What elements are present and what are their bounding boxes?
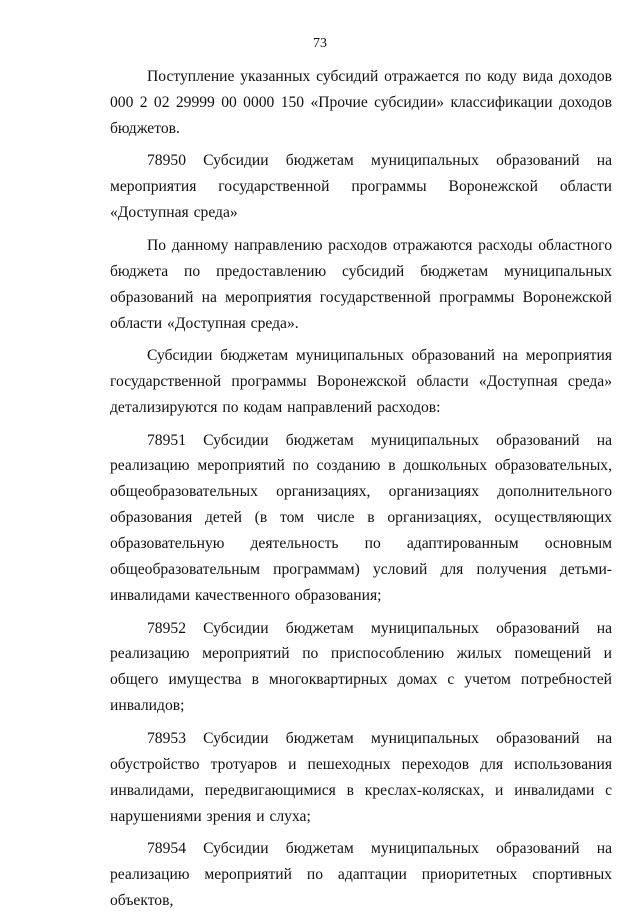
paragraph-78952: 78952 Субсидии бюджетам муниципальных образований на реализацию мероприятий по приспособлению жилых помещений и общего имущества в многоквартирных домах с учетом потребностей инвалидов; bbox=[110, 619, 612, 715]
paragraph-78953: 78953 Субсидии бюджетам муниципальных образований на обустройство тротуаров и пешеходных переходов для использования инвалидами, передвигающимися в креслах-колясках, и инвалидами с нарушениями зрения и слуха; bbox=[110, 729, 612, 825]
paragraph-revenue-code: Поступление указанных субсидий отражается по коду вида доходов 000 2 02 29999 00 0000 150 «Прочие субсидии» классификации доходов бюджетов. bbox=[110, 68, 612, 137]
document-body bbox=[110, 64, 612, 921]
paragraph-78951: 78951 Субсидии бюджетам муниципальных образований на реализацию мероприятий по созданию в дошкольных образовательных, общеобразовательных организациях, организациях дополнительного образования детей (в том числе в организациях, осуществляющих образовательную деятельность по адаптированным основным общеобразовательным программам) условий для получения детьми-инвалидами качественного образования; bbox=[110, 431, 612, 604]
paragraph-detail-intro: Субсидии бюджетам муниципальных образований на мероприятия государственной программы Воронежской области «Доступная среда» детализируются по кодам направлений расходов: bbox=[110, 347, 612, 416]
page-number: 73 bbox=[313, 36, 327, 51]
paragraph-78954: 78954 Субсидии бюджетам муниципальных образований на реализацию мероприятий по адаптации приоритетных спортивных объектов, bbox=[110, 840, 612, 909]
paragraph-78950-description: По данному направлению расходов отражаются расходы областного бюджета по предоставлению субсидий бюджетам муниципальных образований на мероприятия государственной программы Воронежской области «Доступная среда». bbox=[110, 236, 612, 332]
paragraph-78950-heading: 78950 Субсидии бюджетам муниципальных образований на мероприятия государственной программы Воронежской области «Доступная среда» bbox=[110, 152, 612, 222]
